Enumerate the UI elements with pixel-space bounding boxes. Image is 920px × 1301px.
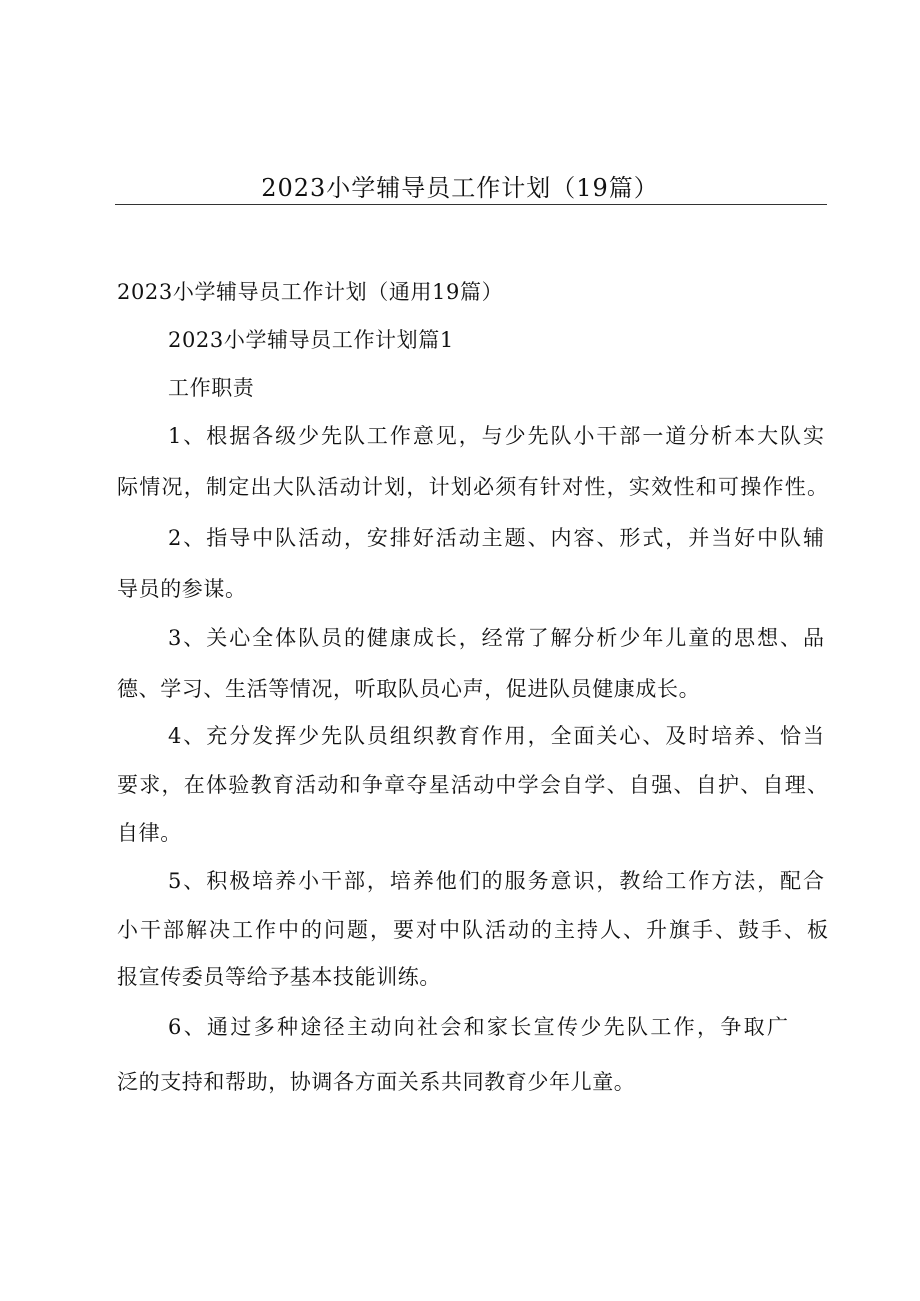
paragraph-1-line-2: 际情况，制定出大队活动计划，计划必须有针对性，实效性和可操作性。 [117,475,828,499]
paragraph-1-line-1: 1、根据各级少先队工作意见，与少先队小干部一道分析本大队实 [168,424,824,448]
paragraph-4-line-3: 自律。 [117,821,182,845]
paragraph-6-line-1: 6、通过多种途径主动向社会和家长宣传少先队工作，争取广 [168,1015,788,1039]
paragraph-2-line-1: 2、指导中队活动，安排好活动主题、内容、形式，并当好中队辅 [168,526,824,550]
paragraph-4-line-2: 要求，在体验教育活动和争章夺星活动中学会自学、自强、自护、自理、 [117,773,828,797]
subsection-heading: 工作职责 [168,376,255,400]
paragraph-3-line-2: 德、学习、生活等情况，听取队员心声，促进队员健康成长。 [117,677,701,701]
document-subtitle: 2023小学辅导员工作计划（通用19篇） [117,280,504,304]
document-title: 2023小学辅导员工作计划（19篇） [261,174,659,202]
paragraph-5-line-1: 5、积极培养小干部，培养他们的服务意识，教给工作方法，配合 [168,869,824,893]
paragraph-4-line-1: 4、充分发挥少先队员组织教育作用，全面关心、及时培养、恰当 [168,724,824,748]
title-underline-divider [115,204,827,205]
paragraph-5-line-3: 报宣传委员等给予基本技能训练。 [117,965,441,989]
paragraph-5-line-2: 小干部解决工作中的问题，要对中队活动的主持人、升旗手、鼓手、板 [117,918,828,942]
paragraph-6-line-2: 泛的支持和帮助，协调各方面关系共同教育少年儿童。 [117,1070,636,1094]
section-heading: 2023小学辅导员工作计划篇1 [168,328,454,352]
paragraph-3-line-1: 3、关心全体队员的健康成长，经常了解分析少年儿童的思想、品 [168,626,824,650]
paragraph-2-line-2: 导员的参谋。 [117,577,247,601]
